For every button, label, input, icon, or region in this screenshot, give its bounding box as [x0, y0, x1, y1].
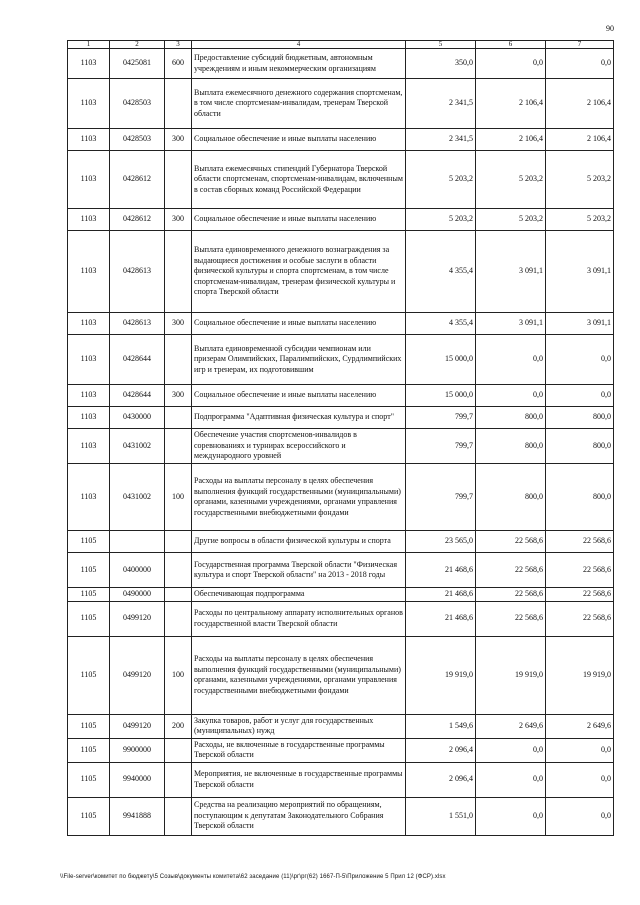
table-row — [68, 231, 614, 313]
amount-year1-cell: 350,0 — [406, 49, 476, 79]
expense-type-cell — [165, 762, 192, 797]
item-name-cell: Выплата единовременной субсидии чемпионам или призерам Олимпийских, Паралимпийских, Сурдлимпийских игр и тренерам, их подготовившим — [192, 335, 406, 385]
table-row — [68, 335, 614, 385]
amount-year2-cell: 3 091,1 — [476, 313, 546, 335]
expense-type-cell: 300 — [165, 209, 192, 231]
section-code-cell: 1105 — [68, 762, 110, 797]
item-name-cell: Расходы на выплаты персоналу в целях обеспечения выполнения функций государственными (муниципальными) органами, казенными учреждениями, органами управления государственными внебюджетными фондами — [192, 636, 406, 714]
column-number: 5 — [406, 41, 476, 49]
item-name-cell: Предоставление субсидий бюджетным, автономным учреждениям и иным некоммерческим организациям — [192, 49, 406, 79]
expense-type-cell — [165, 797, 192, 835]
amount-year3-cell: 3 091,1 — [546, 313, 614, 335]
item-name-cell: Мероприятия, не включенные в государственные программы Тверской области — [192, 762, 406, 797]
amount-year1-cell: 23 565,0 — [406, 531, 476, 553]
amount-year2-cell: 2 106,4 — [476, 129, 546, 151]
item-name-cell: Закупка товаров, работ и услуг для государственных (муниципальных) нужд — [192, 714, 406, 738]
table-row — [68, 464, 614, 531]
expense-type-cell — [165, 79, 192, 129]
expense-type-cell — [165, 151, 192, 209]
target-article-cell: 0431002 — [110, 429, 165, 464]
table-row — [68, 762, 614, 797]
item-name-cell: Подпрограмма "Адаптивная физическая культура и спорт" — [192, 407, 406, 429]
amount-year2-cell: 19 919,0 — [476, 636, 546, 714]
amount-year3-cell: 0,0 — [546, 738, 614, 762]
section-code-cell: 1105 — [68, 601, 110, 636]
amount-year2-cell: 2 106,4 — [476, 79, 546, 129]
section-code-cell: 1105 — [68, 588, 110, 602]
section-code-cell: 1103 — [68, 335, 110, 385]
amount-year1-cell: 4 355,4 — [406, 231, 476, 313]
amount-year1-cell: 799,7 — [406, 407, 476, 429]
amount-year1-cell: 1 549,6 — [406, 714, 476, 738]
item-name-cell: Расходы по центральному аппарату исполнительных органов государственной власти Тверской области — [192, 601, 406, 636]
section-code-cell: 1103 — [68, 407, 110, 429]
amount-year1-cell: 21 468,6 — [406, 553, 476, 588]
section-code-cell: 1103 — [68, 79, 110, 129]
target-article-cell: 0430000 — [110, 407, 165, 429]
section-code-cell: 1103 — [68, 129, 110, 151]
target-article-cell: 9900000 — [110, 738, 165, 762]
section-code-cell: 1103 — [68, 209, 110, 231]
table-row — [68, 49, 614, 79]
target-article-cell: 0499120 — [110, 601, 165, 636]
table-row — [68, 601, 614, 636]
target-article-cell: 0425081 — [110, 49, 165, 79]
amount-year2-cell: 0,0 — [476, 797, 546, 835]
amount-year2-cell: 22 568,6 — [476, 588, 546, 602]
item-name-cell: Выплата ежемесячного денежного содержания спортсменам, в том числе спортсменам-инвалидам, тренерам Тверской области — [192, 79, 406, 129]
expense-type-cell — [165, 429, 192, 464]
amount-year2-cell: 800,0 — [476, 429, 546, 464]
section-code-cell: 1103 — [68, 464, 110, 531]
column-number: 4 — [192, 41, 406, 49]
expense-type-cell — [165, 231, 192, 313]
amount-year3-cell: 800,0 — [546, 429, 614, 464]
table-row — [68, 714, 614, 738]
expense-type-cell — [165, 738, 192, 762]
amount-year1-cell: 5 203,2 — [406, 151, 476, 209]
amount-year3-cell: 2 106,4 — [546, 129, 614, 151]
amount-year2-cell: 0,0 — [476, 335, 546, 385]
section-code-cell: 1103 — [68, 385, 110, 407]
column-number-row — [68, 41, 614, 49]
table-row — [68, 151, 614, 209]
item-name-cell: Средства на реализацию мероприятий по обращениям, поступающим к депутатам Законодательного Собрания Тверской области — [192, 797, 406, 835]
section-code-cell: 1105 — [68, 553, 110, 588]
amount-year1-cell: 19 919,0 — [406, 636, 476, 714]
table-row — [68, 588, 614, 602]
target-article-cell: 0428644 — [110, 385, 165, 407]
expense-type-cell — [165, 335, 192, 385]
amount-year3-cell: 3 091,1 — [546, 231, 614, 313]
expense-type-cell: 300 — [165, 129, 192, 151]
target-article-cell: 0499120 — [110, 636, 165, 714]
amount-year3-cell: 2 649,6 — [546, 714, 614, 738]
amount-year3-cell: 0,0 — [546, 762, 614, 797]
amount-year3-cell: 800,0 — [546, 464, 614, 531]
table-row — [68, 407, 614, 429]
column-number: 7 — [546, 41, 614, 49]
target-article-cell — [110, 531, 165, 553]
target-article-cell: 0428644 — [110, 335, 165, 385]
table-row — [68, 385, 614, 407]
amount-year2-cell: 0,0 — [476, 738, 546, 762]
amount-year1-cell: 2 341,5 — [406, 79, 476, 129]
amount-year1-cell: 21 468,6 — [406, 601, 476, 636]
target-article-cell: 0428613 — [110, 313, 165, 335]
target-article-cell: 0428612 — [110, 209, 165, 231]
target-article-cell: 9941888 — [110, 797, 165, 835]
amount-year1-cell: 5 203,2 — [406, 209, 476, 231]
section-code-cell: 1103 — [68, 151, 110, 209]
amount-year2-cell: 2 649,6 — [476, 714, 546, 738]
column-number: 3 — [165, 41, 192, 49]
section-code-cell: 1103 — [68, 429, 110, 464]
item-name-cell: Социальное обеспечение и иные выплаты населению — [192, 129, 406, 151]
amount-year3-cell: 0,0 — [546, 797, 614, 835]
expense-type-cell — [165, 531, 192, 553]
expense-type-cell: 100 — [165, 464, 192, 531]
amount-year2-cell: 0,0 — [476, 385, 546, 407]
target-article-cell: 0428613 — [110, 231, 165, 313]
amount-year3-cell: 0,0 — [546, 335, 614, 385]
amount-year3-cell: 0,0 — [546, 385, 614, 407]
target-article-cell: 0400000 — [110, 553, 165, 588]
item-name-cell: Другие вопросы в области физической культуры и спорта — [192, 531, 406, 553]
target-article-cell: 0499120 — [110, 714, 165, 738]
target-article-cell: 0490000 — [110, 588, 165, 602]
amount-year1-cell: 21 468,6 — [406, 588, 476, 602]
amount-year3-cell: 5 203,2 — [546, 209, 614, 231]
expense-type-cell — [165, 601, 192, 636]
table-row — [68, 313, 614, 335]
section-code-cell: 1105 — [68, 738, 110, 762]
amount-year3-cell: 5 203,2 — [546, 151, 614, 209]
amount-year2-cell: 22 568,6 — [476, 553, 546, 588]
target-article-cell: 0428503 — [110, 79, 165, 129]
expense-type-cell: 100 — [165, 636, 192, 714]
amount-year3-cell: 19 919,0 — [546, 636, 614, 714]
amount-year3-cell: 22 568,6 — [546, 553, 614, 588]
item-name-cell: Обеспечивающая подпрограмма — [192, 588, 406, 602]
item-name-cell: Социальное обеспечение и иные выплаты населению — [192, 209, 406, 231]
amount-year2-cell: 5 203,2 — [476, 209, 546, 231]
amount-year1-cell: 799,7 — [406, 464, 476, 531]
target-article-cell: 0428612 — [110, 151, 165, 209]
file-path-footer: \\File-server\комитет по бюджету\5 Созыв\документы комитета\62 заседание (11)\рг\рг(62) 1667-П-5\Приложение 5 Прил 12 (ФСР).xlsx — [60, 874, 446, 880]
amount-year2-cell: 0,0 — [476, 762, 546, 797]
budget-table — [67, 40, 614, 836]
table-row — [68, 79, 614, 129]
section-code-cell: 1105 — [68, 797, 110, 835]
expense-type-cell: 200 — [165, 714, 192, 738]
expense-type-cell: 300 — [165, 385, 192, 407]
table-row — [68, 636, 614, 714]
amount-year1-cell: 2 341,5 — [406, 129, 476, 151]
amount-year3-cell: 22 568,6 — [546, 588, 614, 602]
amount-year1-cell: 1 551,0 — [406, 797, 476, 835]
table-row — [68, 209, 614, 231]
column-number: 2 — [110, 41, 165, 49]
expense-type-cell — [165, 588, 192, 602]
amount-year2-cell: 800,0 — [476, 464, 546, 531]
amount-year3-cell: 800,0 — [546, 407, 614, 429]
table-row — [68, 738, 614, 762]
section-code-cell: 1103 — [68, 231, 110, 313]
table-row — [68, 129, 614, 151]
amount-year3-cell: 2 106,4 — [546, 79, 614, 129]
amount-year1-cell: 15 000,0 — [406, 385, 476, 407]
expense-type-cell — [165, 553, 192, 588]
item-name-cell: Расходы, не включенные в государственные программы Тверской области — [192, 738, 406, 762]
amount-year3-cell: 22 568,6 — [546, 601, 614, 636]
table-row — [68, 429, 614, 464]
page-number: 90 — [606, 24, 614, 33]
amount-year1-cell: 2 096,4 — [406, 738, 476, 762]
amount-year1-cell: 2 096,4 — [406, 762, 476, 797]
amount-year3-cell: 0,0 — [546, 49, 614, 79]
amount-year2-cell: 0,0 — [476, 49, 546, 79]
column-number: 1 — [68, 41, 110, 49]
section-code-cell: 1103 — [68, 49, 110, 79]
amount-year3-cell: 22 568,6 — [546, 531, 614, 553]
item-name-cell: Социальное обеспечение и иные выплаты населению — [192, 385, 406, 407]
item-name-cell: Социальное обеспечение и иные выплаты населению — [192, 313, 406, 335]
amount-year2-cell: 5 203,2 — [476, 151, 546, 209]
section-code-cell: 1105 — [68, 531, 110, 553]
amount-year2-cell: 22 568,6 — [476, 601, 546, 636]
expense-type-cell — [165, 407, 192, 429]
section-code-cell: 1105 — [68, 636, 110, 714]
target-article-cell: 9940000 — [110, 762, 165, 797]
item-name-cell: Обеспечение участия спортсменов-инвалидов в соревнованиях и турнирах всероссийского и международного уровней — [192, 429, 406, 464]
table-row — [68, 797, 614, 835]
section-code-cell: 1103 — [68, 313, 110, 335]
expense-type-cell: 600 — [165, 49, 192, 79]
item-name-cell: Выплата единовременного денежного вознаграждения за выдающиеся достижения и особые заслуги в области физической культуры и спорта спортсменам, в том числе спортсменам-инвалидам, тренерам физической культуры и спорта Тверской области — [192, 231, 406, 313]
target-article-cell: 0428503 — [110, 129, 165, 151]
item-name-cell: Расходы на выплаты персоналу в целях обеспечения выполнения функций государственными (муниципальными) органами, казенными учреждениями, органами управления государственными внебюджетными фондами — [192, 464, 406, 531]
amount-year1-cell: 799,7 — [406, 429, 476, 464]
column-number: 6 — [476, 41, 546, 49]
amount-year2-cell: 3 091,1 — [476, 231, 546, 313]
amount-year1-cell: 15 000,0 — [406, 335, 476, 385]
amount-year1-cell: 4 355,4 — [406, 313, 476, 335]
amount-year2-cell: 22 568,6 — [476, 531, 546, 553]
section-code-cell: 1105 — [68, 714, 110, 738]
table-row — [68, 553, 614, 588]
target-article-cell: 0431002 — [110, 464, 165, 531]
amount-year2-cell: 800,0 — [476, 407, 546, 429]
item-name-cell: Выплата ежемесячных стипендий Губернатора Тверской области спортсменам, спортсменам-инвалидам, включенным в состав сборных команд Российской Федерации — [192, 151, 406, 209]
item-name-cell: Государственная программа Тверской области "Физическая культура и спорт Тверской области" на 2013 - 2018 годы — [192, 553, 406, 588]
expense-type-cell: 300 — [165, 313, 192, 335]
table-row — [68, 531, 614, 553]
